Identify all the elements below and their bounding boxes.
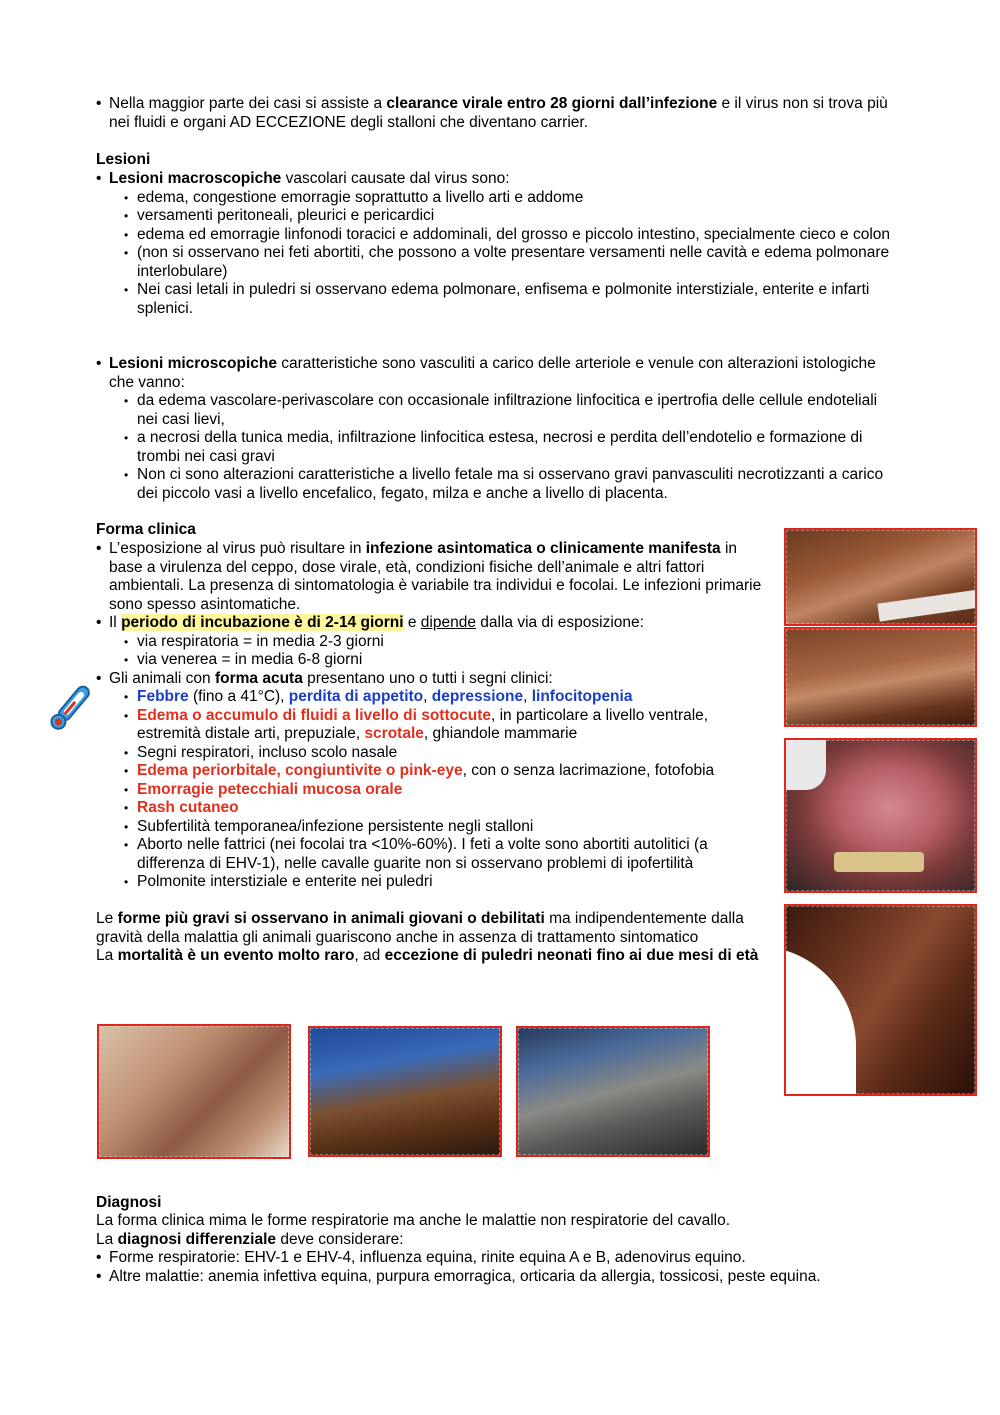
list-item: • Gli animali con forma acuta presentano uno o tutti i segni clinici: • Febbre (fino a 41°C), perdita di appetito, depressione, linfocitopenia • Edema o accumulo di fluidi a livello di sottocute, in particolare a livello ventrale, estremità distale arti, prepuziale, scrotale, ghiandole mammarie • Segni respiratori, incluso scolo nasale • Edema periorbitale, congiuntivite o pink-eye, con o senza lacrimazione, fotofobia • Emorragie petecchiali mucosa orale • Rash cutaneo • Subfertilità temporanea/infezione persistente negli stalloni • Aborto nelle fattrici (nei focolai tra <10%-60%). I feti a volte sono abortiti autolitici (a differenza di EHV-1), nelle cavalle guarite non si osservano problemi di ipofertilità • Polmonite interstiziale e enterite nei puledri: [96, 670, 772, 892]
sign-item: • Rash cutaneo: [109, 799, 772, 818]
section-heading-forma-clinica: Forma clinica: [96, 521, 196, 538]
diagnosi-paragraph: La forma clinica mima le forme respiratorie ma anche le malattie non respiratorie del cavallo.: [96, 1212, 731, 1229]
list-item: • a necrosi della tunica media, infiltrazione linfocitica estesa, necrosi e perdita dell’endotelio e formazione di trombi nei casi gravi: [109, 429, 902, 466]
photo-horse-eye-1: [308, 1026, 502, 1157]
list-item: • edema ed emorragie linfonodi toracici e addominali, del grosso e piccolo intestino, specialmente cieco e colon: [109, 226, 902, 245]
section-heading-diagnosi: Diagnosi: [96, 1194, 162, 1211]
diagnosi-list: [96, 1249, 902, 1286]
section-heading-lesioni: Lesioni: [96, 151, 151, 168]
sign-item: • Febbre (fino a 41°C), perdita di appetito, depressione, linfocitopenia: [109, 688, 772, 707]
clinica-list: [96, 540, 772, 892]
list-item: • L’esposizione al virus può risultare in infezione asintomatica o clinicamente manifesta in base a virulenza del ceppo, dose virale, età, condizioni fisiche dell’animale e altri fattori ambientali. La presenza di sintomatologia è variabile tra individui e focolai. Le infezioni primarie sono spesso asintomatiche.: [96, 540, 772, 614]
intro-list: [96, 95, 902, 132]
list-item: • (non si osservano nei feti abortiti, che possono a volte presentare versamenti nelle cavità e edema polmonare interlobulare): [109, 244, 902, 281]
lesioni-macro-list: [96, 170, 902, 318]
list-item: • Forme respiratorie: EHV-1 e EHV-4, influenza equina, rinite equina A e B, adenovirus equino.: [96, 1249, 902, 1268]
sign-item: • Segni respiratori, incluso scolo nasale: [109, 744, 772, 763]
list-item: • Lesioni microscopiche caratteristiche sono vasculiti a carico delle arteriole e venule con alterazioni istologiche che vanno: • da edema vascolare-perivascolare con occasionale infiltrazione linfocitica e ipertrofia delle cellule endoteliali nei casi lievi, • a necrosi della tunica media, infiltrazione linfocitica estesa, necrosi e perdita dell’endotelio e formazione di trombi nei casi gravi • Non ci sono alterazioni caratteristiche a livello fetale ma si osservano gravi panvasculiti necrotizzanti a carico dei piccolo vasi a livello encefalico, fegato, milza e anche a livello di placenta.: [96, 355, 902, 503]
sign-item: • Aborto nelle fattrici (nei focolai tra <10%-60%). I feti a volte sono abortiti autolitici (a differenza di EHV-1), nelle cavalle guarite non si osservano problemi di ipofertilità: [109, 836, 772, 873]
thermometer-icon: [44, 680, 96, 736]
photo-skin-edema-1: [784, 528, 977, 626]
lesioni-micro-list: [96, 355, 902, 503]
list-item: • edema, congestione emorragie soprattutto a livello arti e addome: [109, 189, 902, 208]
diagnosi-differenziale-paragraph: La diagnosi differenziale deve considerare:: [96, 1231, 404, 1248]
photo-oral-mucosa: [784, 738, 977, 893]
list-item: • Altre malattie: anemia infettiva equina, purpura emorragica, orticaria da allergia, tossicosi, peste equina.: [96, 1268, 902, 1287]
photo-skin-rash: [784, 904, 977, 1096]
sign-item: • Edema o accumulo di fluidi a livello di sottocute, in particolare a livello ventrale, estremità distale arti, prepuziale, scrotale, ghiandole mammarie: [109, 707, 772, 744]
sign-item: • Edema periorbitale, congiuntivite o pink-eye, con o senza lacrimazione, fotofobia: [109, 762, 772, 781]
photo-horse-eye-2: [516, 1026, 710, 1157]
intro-item: • Nella maggior parte dei casi si assiste a clearance virale entro 28 giorni dall’infezione e il virus non si trova più nei fluidi e organi AD ECCEZIONE degli stalloni che diventano carrier.: [96, 95, 902, 132]
sign-item: • Emorragie petecchiali mucosa orale: [109, 781, 772, 800]
list-item: • Nei casi letali in puledri si osservano edema polmonare, enfisema e polmonite interstiziale, enterite e infarti splenici.: [109, 281, 902, 318]
list-item: • via respiratoria = in media 2-3 giorni: [109, 633, 772, 652]
list-item: • Non ci sono alterazioni caratteristiche a livello fetale ma si osservano gravi panvasculiti necrotizzanti a carico dei piccolo vasi a livello encefalico, fegato, milza e anche a livello di placenta.: [109, 466, 902, 503]
highlighted-text: periodo di incubazione è di 2-14 giorni: [121, 614, 404, 631]
photo-skin-edema-2: [784, 627, 977, 727]
photo-scrotal-edema: [97, 1024, 291, 1159]
list-item: • da edema vascolare-perivascolare con occasionale infiltrazione linfocitica e ipertrofia delle cellule endoteliali nei casi lievi,: [109, 392, 902, 429]
severity-paragraph: Le forme più gravi si osservano in animali giovani o debilitati ma indipendentemente dalla gravità della malattia gli animali guariscono anche in assenza di trattamento sintomatico La mortalità è un evento molto raro, ad eccezione di puledri neonati fino ai due mesi di età: [96, 910, 759, 964]
sign-item: • Polmonite interstiziale e enterite nei puledri: [109, 873, 772, 892]
sign-item: • Subfertilità temporanea/infezione persistente negli stalloni: [109, 818, 772, 837]
list-item: • Il periodo di incubazione è di 2-14 giorni e dipende dalla via di esposizione: • via respiratoria = in media 2-3 giorni • via venerea = in media 6-8 giorni: [96, 614, 772, 670]
list-item: • versamenti peritoneali, pleurici e pericardici: [109, 207, 902, 226]
list-item: • via venerea = in media 6-8 giorni: [109, 651, 772, 670]
list-item: • Lesioni macroscopiche vascolari causate dal virus sono: • edema, congestione emorragie soprattutto a livello arti e addome • versamenti peritoneali, pleurici e pericardici • edema ed emorragie linfonodi toracici e addominali, del grosso e piccolo intestino, specialmente cieco e colon • (non si osservano nei feti abortiti, che possono a volte presentare versamenti nelle cavità e edema polmonare interlobulare) • Nei casi letali in puledri si osservano edema polmonare, enfisema e polmonite interstiziale, enterite e infarti splenici.: [96, 170, 902, 318]
